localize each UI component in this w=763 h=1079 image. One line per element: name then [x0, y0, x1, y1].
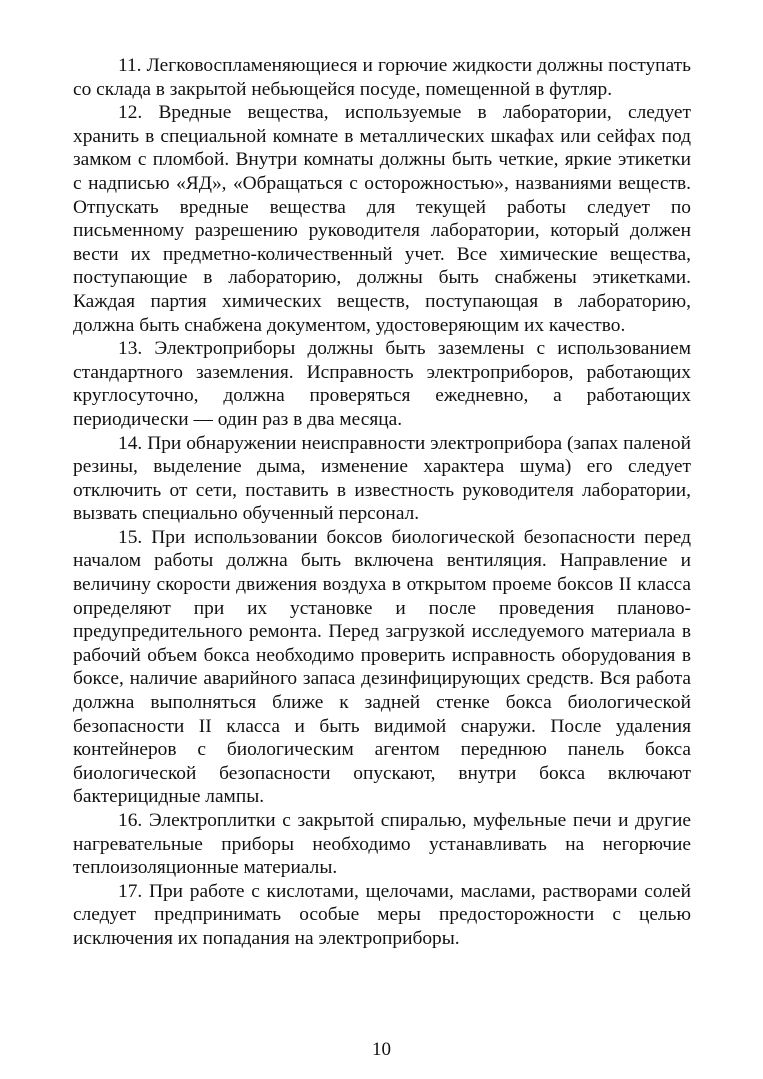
document-body [73, 54, 691, 951]
paragraph-12: 12. Вредные вещества, используемые в лаборатории, следует хранить в специальной комнате в металлических шкафах или сейфах под замком с пломбой. Внутри комнаты должны быть четкие, яркие этикетки с надписью «ЯД», «Обращаться с осторожностью», названиями веществ. Отпускать вредные вещества для текущей работы следует по письменному разрешению руководителя лаборатории, который должен вести их предметно-количественный учет. Все химические вещества, поступающие в лабораторию, должны быть снабжены этикетками. Каждая партия химических веществ, поступающая в лабораторию, должна быть снабжена документом, удостоверяющим их качество. [73, 102, 691, 336]
paragraph-13: 13. Электроприборы должны быть заземлены с использованием стандартного заземления. Исправность электроприборов, работающих круглосуточно, должна проверяться ежедневно, а работающих периодически — один раз в два месяца. [73, 338, 691, 430]
paragraph-17: 17. При работе с кислотами, щелочами, маслами, растворами солей следует предпринимать особые меры предосторожности с целью исключения их попадания на электроприборы. [73, 880, 691, 949]
paragraph-15: 15. При использовании боксов биологической безопасности перед началом работы должна быть включена вентиляция. Направление и величину скорости движения воздуха в открытом проеме боксов II класса определяют при их установке и после проведения планово-предупредительного ремонта. Перед загрузкой исследуемого материала в рабочий объем бокса необходимо проверить исправность оборудования в боксе, наличие аварийного запаса дезинфицирующих средств. Вся работа должна выполняться ближе к задней стенке бокса биологической безопасности II класса и быть видимой снаружи. После удаления контейнеров с биологическим агентом переднюю панель бокса биологической безопасности опускают, внутри бокса включают бактерицидные лампы. [73, 526, 691, 808]
paragraph-14: 14. При обнаружении неисправности электроприбора (запах паленой резины, выделение дыма, изменение характера шума) его следует отключить от сети, поставить в известность руководителя лаборатории, вызвать специально обученный персонал. [73, 432, 691, 525]
paragraph-16: 16. Электроплитки с закрытой спиралью, муфельные печи и другие нагревательные приборы необходимо устанавливать на негорючие теплоизоляционные материалы. [73, 810, 691, 879]
page-number: 10 [372, 1039, 391, 1060]
paragraph-11: 11. Легковоспламеняющиеся и горючие жидкости должны поступать со склада в закрытой небьющейся посуде, помещенной в футляр. [73, 55, 691, 100]
